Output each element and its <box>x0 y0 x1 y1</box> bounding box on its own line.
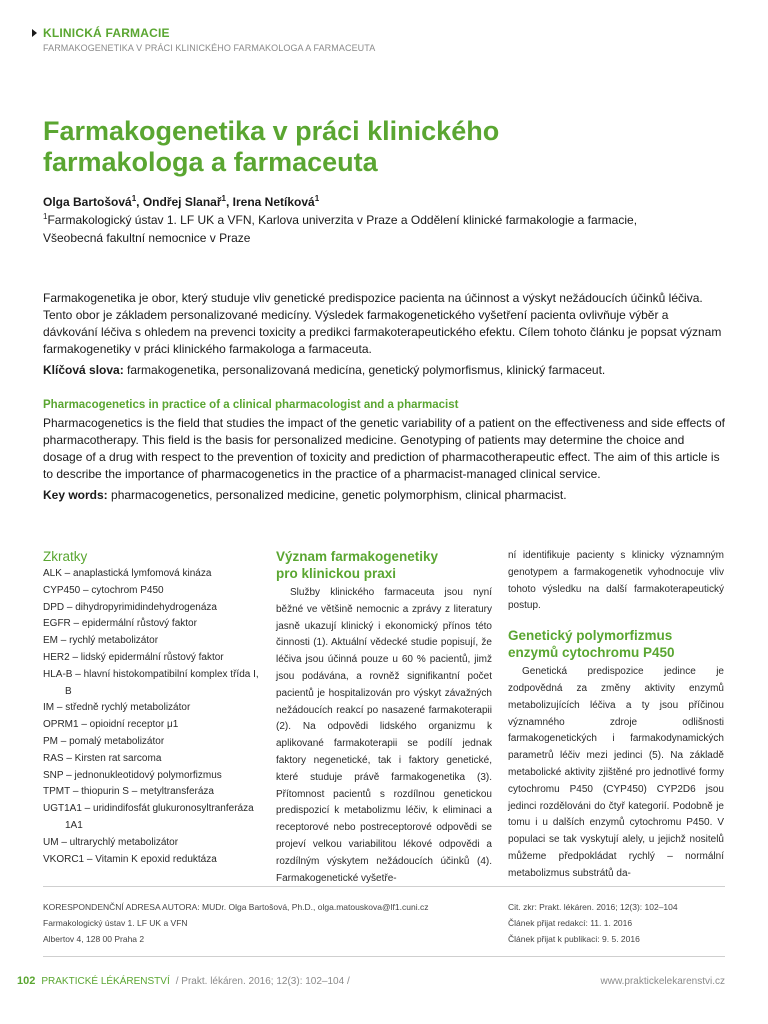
citation-block <box>508 899 724 947</box>
abbreviation-item: UM – ultrarychlý metabolizátor <box>43 836 179 848</box>
keywords-label: Klíčová slova: <box>43 363 124 377</box>
abbreviation-item: SNP – jednonukleotidový polymorfizmus <box>43 769 222 781</box>
key-words-label: Key words: <box>43 488 108 502</box>
abbreviations-column <box>43 548 259 868</box>
author-3-mark: 1 <box>314 194 320 203</box>
author-2: Ondřej Slanař <box>142 195 222 209</box>
page-header <box>32 26 732 53</box>
column-2 <box>276 548 492 887</box>
abstract-en-text: Pharmacogenetics is the field that studies the impact of the genetic variability of a patient on the effectiveness and side effects of pharmacotherapy. This field is the basis for personalized medicine. Genotyping of patients may determine the choice and dosage of a drug with respect to the prevention of toxicity and prediction of pharmacotherapeutic effect. The aim of this article is to describe the importance of pharmacogenetics in the practice of a pharmacist-managed clinical service. <box>43 416 725 481</box>
page-number: 102 <box>17 975 36 987</box>
affiliation <box>43 211 723 247</box>
correspondence-block <box>43 899 483 947</box>
affiliation-mark: 1 <box>43 212 48 221</box>
accepted-date: Článek přijat k publikaci: 9. 5. 2016 <box>508 934 640 944</box>
correspondence-line-2: Farmakologický ústav 1. LF UK a VFN <box>43 918 188 928</box>
abbreviation-item: UGT1A1 – uridindifosfát glukuronosyltranferáza 1A1 <box>43 803 254 831</box>
journal-name: PRAKTICKÉ LÉKÁRENSTVÍ <box>41 976 170 987</box>
website-link[interactable]: www.praktickelekarenstvi.cz <box>600 976 725 987</box>
citation-short: Cit. zkr: Prakt. lékáren. 2016; 12(3): 102–104 <box>508 902 678 912</box>
author-3: Irena Netíková <box>232 195 315 209</box>
abstracts <box>43 290 725 504</box>
abbreviation-item: VKORC1 – Vitamin K epoxid reduktáza <box>43 853 217 865</box>
abbreviation-item: TPMT – thiopurin S – metyltransferáza <box>43 786 214 798</box>
section2-heading-line-2: enzymů cytochromu P450 <box>508 645 675 661</box>
separator-top <box>43 886 725 887</box>
section2-heading <box>508 627 724 661</box>
key-words-text: pharmacogenetics, personalized medicine, genetic polymorphism, clinical pharmacist. <box>107 488 567 502</box>
author-names: Olga Bartošová$^1$, Ondřej Slanař$^1$, Irena Netíková$^1$ <box>43 194 320 209</box>
abstract-cz-keywords <box>43 362 725 379</box>
abbreviation-item: EGFR – epidermální růstový faktor <box>43 618 197 630</box>
title-line-2: farmakologa a farmaceuta <box>43 147 378 177</box>
abbreviation-item: IM – středně rychlý metabolizátor <box>43 702 191 714</box>
running-title: FARMAKOGENETIKA V PRÁCI KLINICKÉHO FARMAKOLOGA A FARMACEUTA <box>43 43 376 53</box>
abstract-en-keywords <box>43 487 725 504</box>
author-1: Olga Bartošová <box>43 195 132 209</box>
abbreviation-item: CYP450 – cytochrom P450 <box>43 584 164 596</box>
affiliation-line-1: Farmakologický ústav 1. LF UK a VFN, Karlova univerzita v Praze a Oddělení klinické farmakologie a farmacie, <box>47 213 638 227</box>
abbreviation-item: HLA-B – hlavní histokompatibilní komplex třída I, B <box>43 668 259 697</box>
abbreviation-item: OPRM1 – opioidní receptor μ1 <box>43 719 179 731</box>
section-row <box>32 26 732 40</box>
section1-heading-line-2: pro klinickou praxi <box>276 566 397 581</box>
abbreviation-item: ALK – anaplastická lymfomová kináza <box>43 568 212 579</box>
abbreviation-item: PM – pomalý metabolizátor <box>43 735 165 747</box>
footer-citation: / Prakt. lékáren. 2016; 12(3): 102–104 / <box>175 976 350 987</box>
separator-bottom <box>43 956 725 957</box>
author-2-mark: 1 <box>221 194 226 203</box>
abbreviations-heading: Zkratky <box>43 549 88 564</box>
keywords-text: farmakogenetika, personalizovaná medicína, genetický polymorfismus, klinický farmaceut. <box>123 363 606 377</box>
column-3 <box>508 548 724 883</box>
section2-text: Genetická predispozice jedince je zodpovědná za změny aktivity enzymů metabolizujících léčiva a ty jsou příčinou významného zdroje odlišnosti farmakogenetických i farmakodynamických parametrů léčiv mezi jedinci (5). Na základě metabolické aktivity zjištěné pro jednotlivé formy cytochromu P450 (CYP450) CYP2D6 jsou jedinci rozdělováni do čtyř kategorií. Podobně je tomu i u dalších enzymů cytochromu P450. V populaci se tak vyskytují alely, u jejichž nositelů můžeme předpokládat rychlý – normální metabolizmus substrátů da- <box>508 666 724 879</box>
authors-block <box>43 193 723 247</box>
abbreviations-list <box>43 566 259 868</box>
abbreviation-item: DPD – dihydropyrimidindehydrogenáza <box>43 601 217 613</box>
section1-heading-line-1: Význam farmakogenetiky <box>276 549 439 564</box>
section-arrow-icon <box>32 29 37 37</box>
affiliation-line-2: Všeobecná fakultní nemocnice v Praze <box>43 231 251 245</box>
abstract-cz-text: Farmakogenetika je obor, který studuje vliv genetické predispozice pacienta na účinnost a výskyt nežádoucích účinků léčiva. Tento obor je základem personalizované medicíny. Výsledek farmakogenetického vyšetření pacienta ovlivňuje výběr a dávkování léčiva s ohledem na prevenci toxicity a predikci farmakoterapeutického efektu. Cílem tohoto článku je popsat význam farmakogenetiky v práci klinického farmakologa a farmaceuta. <box>43 291 722 356</box>
page-footer <box>17 975 725 987</box>
abbreviation-item: EM – rychlý metabolizátor <box>43 635 159 647</box>
author-1-mark: 1 <box>131 194 137 203</box>
section1-heading <box>276 548 492 582</box>
article-title <box>43 116 723 178</box>
abstract-en-title: Pharmacogenetics in practice of a clinical pharmacologist and a pharmacist <box>43 399 459 411</box>
abbreviation-item: RAS – Kirsten rat sarcoma <box>43 752 162 764</box>
correspondence-line-1: KORESPONDENČNÍ ADRESA AUTORA: MUDr. Olga Bartošová, Ph.D., olga.matouskova@lf1.cuni.cz <box>43 902 429 912</box>
section1-text: Služby klinického farmaceuta jsou nyní běžné ve většině nemocnic a zprávy z literatury jasně ukazují klinický i ekonomický přínos této činnosti (1). Aktuální vědecké studie popisují, že léčiva jsou účinná pouze u 60 % pacientů, jimž jsou podávána, a rovněž signifikantní počet pacientů je hospitalizován pro výskyt závažných nežádoucích reakcí po nasazené farmakoterapii (2). Na odpovědi lidského organizmu k aplikované farmakoterapii se podílí jednak faktory negenetické, tak i faktory genetické, které studuje právě farmakogenetika (3). Přítomnost pacientů s rozdílnou genetickou predispozicí k metabolizmu léčiv, k eliminaci a receptorové nebo postreceptorové odpovědi se projeví velkou variabilitou lékové odpovědi a rozdílným výskytem nežádoucích účinků (4). Farmakogenetické vyšetře- <box>276 587 492 884</box>
title-line-1: Farmakogenetika v práci klinického <box>43 116 500 146</box>
received-date: Článek přijat redakcí: 11. 1. 2016 <box>508 918 633 928</box>
column3-continuation: ní identifikuje pacienty s klinicky významným genotypem a farmakogenetik vyhodnocuje vliv tohoto výsledku na další farmakoterapeutický postup. <box>508 550 724 612</box>
correspondence-line-3: Albertov 4, 128 00 Praha 2 <box>43 934 145 944</box>
abbreviation-item: HER2 – lidský epidermální růstový faktor <box>43 651 224 663</box>
section-label: KLINICKÁ FARMACIE <box>43 26 170 40</box>
section2-heading-line-1: Genetický polymorfizmus <box>508 628 673 644</box>
